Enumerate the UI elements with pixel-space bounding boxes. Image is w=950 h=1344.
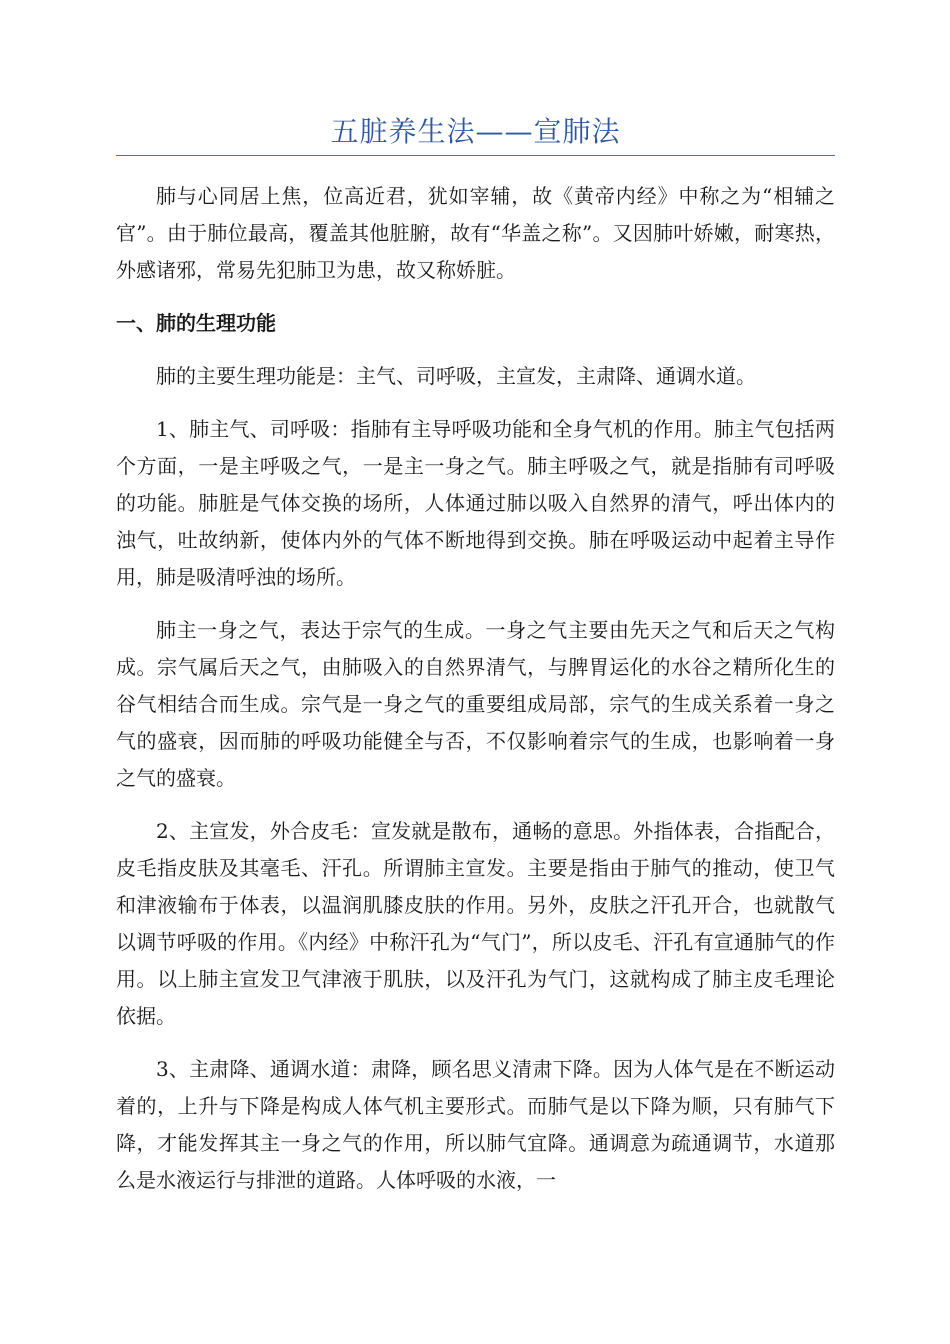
title-underline — [116, 155, 835, 156]
function-1b-paragraph: 肺主一身之气，表达于宗气的生成。一身之气主要由先天之气和后天之气构成。宗气属后天之气，由肺吸入的自然界清气，与脾胃运化的水谷之精所化生的谷气相结合而生成。宗气是一身之气的重要组成局部，宗气的生成关系着一身之气的盛衰，因而肺的呼吸功能健全与否，不仅影响着宗气的生成，也影响着一身之气的盛衰。 — [116, 618, 835, 790]
function-2-paragraph: 2、主宣发，外合皮毛：宣发就是散布，通畅的意思。外指体表，合指配合，皮毛指皮肤及其毫毛、汗孔。所谓肺主宣发。主要是指由于肺气的推动，使卫气和津液输布于体表，以温润肌膝皮肤的作用。另外，皮肤之汗孔开合，也就散气以调节呼吸的作用。《内经》中称汗孔为“气门”，所以皮毛、汗孔有宣通肺气的作用。以上肺主宣发卫气津液于肌肤，以及汗孔为气门，这就构成了肺主皮毛理论依据。 — [116, 819, 835, 1028]
intro-paragraph: 肺与心同居上焦，位高近君，犹如宰辅，故《黄帝内经》中称之为“相辅之官”。由于肺位最高，覆盖其他脏腑，故有“华盖之称”。又因肺叶娇嫩，耐寒热，外感诸邪，常易先犯肺卫为患，故又称娇脏。 — [116, 184, 835, 282]
document-title: 五脏养生法——宣肺法 — [330, 115, 621, 148]
function-3-paragraph: 3、主肃降、通调水道：肃降，顾名思义清肃下降。因为人体气是在不断运动着的，上升与下降是构成人体气机主要形式。而肺气是以下降为顺，只有肺气下降，才能发挥其主一身之气的作用，所以肺气宜降。通调意为疏通调节，水道那么是水液运行与排泄的道路。人体呼吸的水液，一 — [116, 1057, 835, 1192]
section-heading: 一、肺的生理功能 — [116, 311, 276, 335]
document-body — [116, 178, 835, 1199]
summary-paragraph: 肺的主要生理功能是：主气、司呼吸，主宣发，主肃降、通调水道。 — [156, 364, 756, 388]
function-1-paragraph: 1、肺主气、司呼吸：指肺有主导呼吸功能和全身气机的作用。肺主气包括两个方面，一是主呼吸之气，一是主一身之气。肺主呼吸之气，就是指肺有司呼吸的功能。肺脏是气体交换的场所，人体通过肺以吸入自然界的清气，呼出体内的浊气，吐故纳新，使体内外的气体不断地得到交换。肺在呼吸运动中起着主导作用，肺是吸清呼浊的场所。 — [116, 417, 835, 589]
